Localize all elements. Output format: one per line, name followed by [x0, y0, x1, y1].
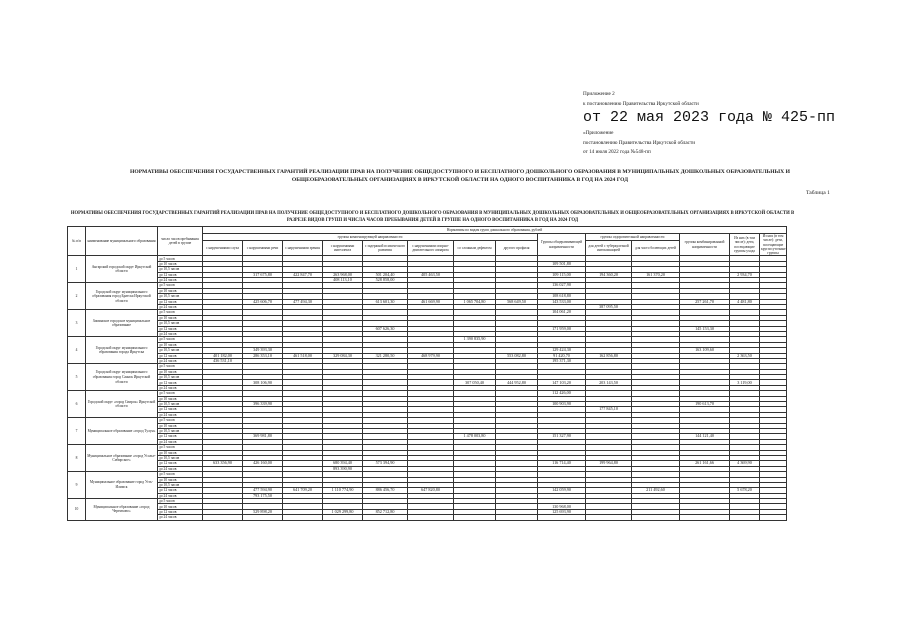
table-title: НОРМАТИВЫ ОБЕСПЕЧЕНИЯ ГОСУДАРСТВЕННЫХ ГАРАНТИЙ РЕАЛИЗАЦИИ ПРАВ НА ПОЛУЧЕНИЕ ОБЩЕДОСТУПНОГО И БЕСПЛАТНОГО ДОШКОЛЬНОГО ОБРАЗОВАНИЯ В МУНИЦИПАЛЬНЫХ ДОШКОЛЬНЫХ ОБРАЗОВАТЕЛЬНЫХ И ОБЩЕОБРАЗОВАТЕЛЬНЫХ ОРГАНИЗАЦИЯХ В ИРКУТСКОЙ ОБЛАСТИ В РАЗРЕЗЕ ВИДОВ ГРУПП И ЧИСЛА ЧАСОВ ПРЕБЫВАНИЯ ДЕТЕЙ В ГРУППЕ НА ОДНОГО ВОСПИТАННИКА В ГОД НА 2024 ГОД — [70, 211, 795, 223]
norm-value-cell: 477 494,30 — [283, 299, 323, 304]
hours-cell: до 12 часов — [158, 407, 203, 412]
norm-value-cell: 607 626,30 — [363, 326, 408, 331]
norm-value-cell — [408, 515, 454, 520]
norm-value-cell: 528 858,00 — [363, 278, 408, 283]
hours-cell: до 5 часов — [158, 391, 203, 396]
header-col: с нарушениями зрения — [283, 241, 323, 256]
municipality-name: Городской округ муниципального образования город Братска Иркутской области — [86, 283, 158, 310]
norm-value-cell: 2 934,70 — [730, 272, 760, 277]
row-number: 1 — [68, 256, 86, 283]
norm-value-cell: 211 492,60 — [632, 488, 680, 493]
row-number: 6 — [68, 391, 86, 418]
hours-cell: до 10,5 часов — [158, 375, 203, 380]
hours-cell: до 24 часов — [158, 412, 203, 417]
norms-table — [67, 226, 787, 521]
norm-value-cell: 177 845,10 — [586, 407, 632, 412]
hours-cell: до 12 часов — [158, 488, 203, 493]
norm-value-cell: 444 952,80 — [496, 380, 538, 385]
appendix-line-2: к постановлению Правительства Иркутской области — [583, 100, 699, 107]
norm-value-cell: 633 356,90 — [203, 461, 243, 466]
document-title: НОРМАТИВЫ ОБЕСПЕЧЕНИЯ ГОСУДАРСТВЕННЫХ ГАРАНТИЙ РЕАЛИЗАЦИИ ПРАВ НА ПОЛУЧЕНИЕ ОБЩЕДОСТУПНОГО И БЕСПЛАТНОГО ДОШКОЛЬНОГО ОБРАЗОВАНИЯ В МУНИЦИПАЛЬНЫХ ДОШКОЛЬНЫХ ОБРАЗОВАТЕЛЬНЫХ И ОБЩЕОБРАЗОВАТЕЛЬНЫХ ОРГАНИЗАЦИЯХ В ИРКУТСКОЙ ОБЛАСТИ НА ОДНОГО ВОСПИТАННИКА В ГОД НА 2024 ГОД — [130, 169, 790, 183]
header-num: № п/п — [68, 227, 86, 256]
hours-cell: до 10,5 часов — [158, 321, 203, 326]
municipality-name: Городской округ муниципального образования города Иркутска — [86, 337, 158, 364]
norm-value-cell: 261 161,66 — [680, 461, 730, 466]
hours-cell: до 24 часов — [158, 385, 203, 390]
norm-value-cell: 329 084,30 — [323, 353, 363, 358]
decree-stamp: от 22 мая 2023 года № 425-пп — [583, 109, 836, 126]
hours-cell: до 24 часов — [158, 331, 203, 336]
norm-value-cell: 112 426,00 — [538, 391, 586, 396]
norm-value-cell: 125 693,90 — [538, 509, 586, 514]
norm-value-cell: 194 360,20 — [586, 272, 632, 277]
hours-cell: до 12 часов — [158, 299, 203, 304]
row-number: 8 — [68, 445, 86, 472]
municipality-name: Муниципальное образование «город Тулун» — [86, 418, 158, 445]
header-health-col: для детей с туберкулезной интоксикацией — [586, 241, 632, 256]
norm-value-cell: 4 481,80 — [730, 299, 760, 304]
hours-cell: до 10 часов — [158, 261, 203, 266]
norm-value-cell — [680, 515, 730, 520]
row-number: 10 — [68, 499, 86, 521]
hours-cell: до 5 часов — [158, 337, 203, 342]
hours-cell: до 10,5 часов — [158, 348, 203, 353]
norm-value-cell: 426 160,00 — [243, 461, 283, 466]
table-row — [68, 515, 787, 520]
norm-value-cell: 886 456,70 — [363, 488, 408, 493]
norm-value-cell: 5 678,20 — [730, 488, 760, 493]
hours-cell: до 12 часов — [158, 380, 203, 385]
table-body — [68, 256, 787, 520]
municipality-name: Муниципальное образование город Усть-Илимск — [86, 472, 158, 499]
row-number: 3 — [68, 310, 86, 337]
header-col: с нарушениями речи — [243, 241, 283, 256]
norm-value-cell — [538, 515, 586, 520]
municipality-name: Городской округ муниципального образования город Саянск Иркутской области — [86, 364, 158, 391]
norm-value-cell: 109 501,80 — [538, 261, 586, 266]
norm-value-cell: 573 394,90 — [363, 461, 408, 466]
norm-value-cell: 396 339,90 — [243, 402, 283, 407]
norm-value-cell: 145 153,30 — [680, 326, 730, 331]
header-col: другого профиля — [496, 241, 538, 256]
row-number: 4 — [68, 337, 86, 364]
row-number: 5 — [68, 364, 86, 391]
norm-value-cell: 129 424,30 — [538, 348, 586, 353]
norm-value-cell: 501 204,40 — [363, 272, 408, 277]
norm-value-cell: 3 119,00 — [730, 380, 760, 385]
hours-cell: до 10,5 часов — [158, 267, 203, 272]
norm-value-cell: 151 327,90 — [538, 434, 586, 439]
hours-cell: до 10 часов — [158, 342, 203, 347]
table-label: Таблица 1 — [806, 190, 830, 196]
norm-value-cell — [496, 515, 538, 520]
norm-value-cell: 195 371,30 — [538, 358, 586, 363]
hours-cell: до 10 часов — [158, 477, 203, 482]
header-general: Группы общеразвивающей направленности — [538, 234, 586, 256]
norm-value-cell: 405 463,50 — [408, 272, 454, 277]
norm-value-cell — [760, 515, 787, 520]
hours-cell: до 24 часов — [158, 493, 203, 498]
municipality-name: Ангарский городской округ Иркутской области — [86, 256, 158, 283]
norm-value-cell: 142 059,90 — [538, 488, 586, 493]
municipality-name: Муниципальное образование «город Усолье-Сибирское» — [86, 445, 158, 472]
table-header — [68, 227, 787, 256]
norm-value-cell: 116 714,40 — [538, 461, 586, 466]
norm-value-cell — [243, 515, 283, 520]
norm-value-cell: 436 531,10 — [203, 358, 243, 363]
norm-value-cell: 422 847,70 — [283, 272, 323, 277]
norm-value-cell: 647 820,80 — [408, 488, 454, 493]
norm-value-cell: 613 601,30 — [363, 299, 408, 304]
row-number: 2 — [68, 283, 86, 310]
hours-cell: до 12 часов — [158, 326, 203, 331]
norm-value-cell — [632, 515, 680, 520]
hours-cell: до 5 часов — [158, 364, 203, 369]
norm-value-cell: 468 979,90 — [408, 353, 454, 358]
norm-value-cell — [454, 515, 496, 520]
norm-value-cell: 893 390,90 — [323, 466, 363, 471]
hours-cell: до 12 часов — [158, 272, 203, 277]
norm-value-cell: 477 594,90 — [243, 488, 283, 493]
hours-cell: до 10 часов — [158, 450, 203, 455]
hours-cell: до 24 часов — [158, 439, 203, 444]
norm-value-cell: 461 518,00 — [283, 353, 323, 358]
header-col: с нарушениями опорно-двигательного аппарата — [408, 241, 454, 256]
row-number: 9 — [68, 472, 86, 499]
hours-cell: до 10 часов — [158, 315, 203, 320]
norm-value-cell: 408 113,10 — [323, 278, 363, 283]
hours-cell: до 10,5 часов — [158, 294, 203, 299]
header-combined: группы комбинированной направленности — [680, 234, 730, 256]
norm-value-cell — [363, 515, 408, 520]
norm-value-cell: 1 110 774,90 — [323, 488, 363, 493]
hours-cell: до 10 часов — [158, 423, 203, 428]
norm-value-cell: 263 968,00 — [323, 272, 363, 277]
hours-cell: до 5 часов — [158, 310, 203, 315]
norm-value-cell — [323, 515, 363, 520]
norm-value-cell: 100 903,90 — [538, 402, 586, 407]
municipality-name: Городской округ «город Свирск» Иркутской области — [86, 391, 158, 418]
hours-cell: до 10,5 часов — [158, 482, 203, 487]
norm-value-cell: 4 369,90 — [730, 461, 760, 466]
norm-value-cell: 793 175,50 — [243, 493, 283, 498]
municipality-name: Муниципальное образование «город Черемхово» — [86, 499, 158, 521]
header-compensating: группы компенсирующей направленности — [203, 234, 538, 241]
norm-value-cell: 1 065 704,80 — [454, 299, 496, 304]
row-number: 7 — [68, 418, 86, 445]
header-boarding: Из них (в том числе): дети, посещающие круглосуточные группы — [761, 234, 786, 256]
norm-value-cell: 190 613,70 — [680, 402, 730, 407]
norm-value-cell: 568 649,50 — [496, 299, 538, 304]
norm-value-cell: 109 115,00 — [538, 272, 586, 277]
norm-value-cell: 852 712,80 — [363, 509, 408, 514]
norm-value-cell: 1 029 299,80 — [323, 509, 363, 514]
norm-value-cell: 104 061,20 — [538, 310, 586, 315]
hours-cell: до 5 часов — [158, 499, 203, 504]
norm-value-cell: 425 606,70 — [243, 299, 283, 304]
hours-cell: до 24 часов — [158, 515, 203, 520]
norm-value-cell: 317 675,80 — [243, 272, 283, 277]
hours-cell: до 12 часов — [158, 353, 203, 358]
header-col: с нарушениями интеллекта — [323, 241, 363, 256]
norm-value-cell: 143 533,00 — [538, 299, 586, 304]
header-col: со сложным дефектом — [454, 241, 496, 256]
norm-value-cell: 2 363,50 — [730, 353, 760, 358]
hours-cell: до 24 часов — [158, 358, 203, 363]
appendix-line-3: «Приложение — [583, 130, 614, 136]
hours-cell: до 5 часов — [158, 472, 203, 477]
appendix-line-1: Приложение 2 — [583, 91, 615, 97]
hours-cell: до 24 часов — [158, 305, 203, 310]
header-col: с задержкой психического развития — [363, 241, 408, 256]
hours-cell: до 24 часов — [158, 466, 203, 471]
norm-value-cell — [730, 515, 760, 520]
hours-cell: до 12 часов — [158, 434, 203, 439]
header-health: группы оздоровительной направленности — [586, 234, 680, 241]
hours-cell: до 5 часов — [158, 283, 203, 288]
norm-value-cell: 163 109,60 — [680, 348, 730, 353]
hours-cell: до 10,5 часов — [158, 428, 203, 433]
norm-value-cell: 461 669,90 — [408, 299, 454, 304]
norm-value-cell: 401 182,00 — [203, 353, 243, 358]
norm-value-cell: 641 709,20 — [283, 488, 323, 493]
hours-cell: до 5 часов — [158, 256, 203, 261]
hours-cell: до 10,5 часов — [158, 402, 203, 407]
norm-value-cell: 136 027,90 — [538, 283, 586, 288]
norm-value-cell: 147 103,20 — [538, 380, 586, 385]
norm-value-cell: 1 390 835,90 — [454, 337, 496, 342]
norm-value-cell: 308 106,90 — [243, 380, 283, 385]
norm-value-cell — [586, 515, 632, 520]
norm-value-cell: 171 959,00 — [538, 326, 586, 331]
header-municipality: наименование муниципального образования — [86, 227, 158, 256]
hours-cell: до 10 часов — [158, 288, 203, 293]
municipality-name: Зиминское городское муниципальное образование — [86, 310, 158, 337]
norm-value-cell: 203 143,50 — [586, 380, 632, 385]
hours-cell: до 10,5 часов — [158, 455, 203, 460]
header-hours: число часов пребывания детей в группе — [158, 227, 203, 256]
header-norms: Нормативы по видам групп дошкольного образования, рублей — [203, 227, 787, 234]
hours-cell: до 10 часов — [158, 396, 203, 401]
norm-value-cell: 1 478 003,80 — [454, 434, 496, 439]
hours-cell: до 24 часов — [158, 278, 203, 283]
appendix-line-5: от 14 июля 2022 года №548-пп — [583, 149, 651, 155]
norm-value-cell: 286 353,10 — [243, 353, 283, 358]
hours-cell: до 10 часов — [158, 369, 203, 374]
hours-cell: до 12 часов — [158, 509, 203, 514]
norm-value-cell: 257 261,70 — [680, 299, 730, 304]
norm-value-cell: 91 420,70 — [538, 353, 586, 358]
hours-cell: до 5 часов — [158, 418, 203, 423]
norm-value-cell: 162 856,80 — [586, 353, 632, 358]
appendix-line-4: постановлению Правительства Иркутской области — [583, 139, 696, 146]
norm-value-cell — [203, 515, 243, 520]
norm-value-cell: 349 393,30 — [243, 348, 283, 353]
hours-cell: до 10 часов — [158, 504, 203, 509]
norm-value-cell: 130 968,00 — [538, 504, 586, 509]
norm-value-cell — [283, 515, 323, 520]
hours-cell: до 12 часов — [158, 461, 203, 466]
norm-value-cell: 321 280,50 — [363, 353, 408, 358]
header-health-col: для часто болеющих детей — [632, 241, 680, 256]
norm-value-cell: 144 121,40 — [680, 434, 730, 439]
header-col: с нарушениями слуха — [203, 241, 243, 256]
norm-value-cell: 529 898,20 — [243, 509, 283, 514]
appendix-block — [583, 90, 835, 158]
header-care: Из них (в том числе): дети, посещающие группы ухода — [730, 234, 760, 256]
norm-value-cell: 387 095,50 — [586, 305, 632, 310]
norm-value-cell: 108 618,80 — [538, 294, 586, 299]
norm-value-cell: 161 370,20 — [632, 272, 680, 277]
norm-value-cell: 680 394,40 — [323, 461, 363, 466]
norm-value-cell: 307 050,40 — [454, 380, 496, 385]
norm-value-cell: 199 964,80 — [586, 461, 632, 466]
norm-value-cell: 553 082,80 — [496, 353, 538, 358]
hours-cell: до 5 часов — [158, 445, 203, 450]
norm-value-cell: 369 981,80 — [243, 434, 283, 439]
